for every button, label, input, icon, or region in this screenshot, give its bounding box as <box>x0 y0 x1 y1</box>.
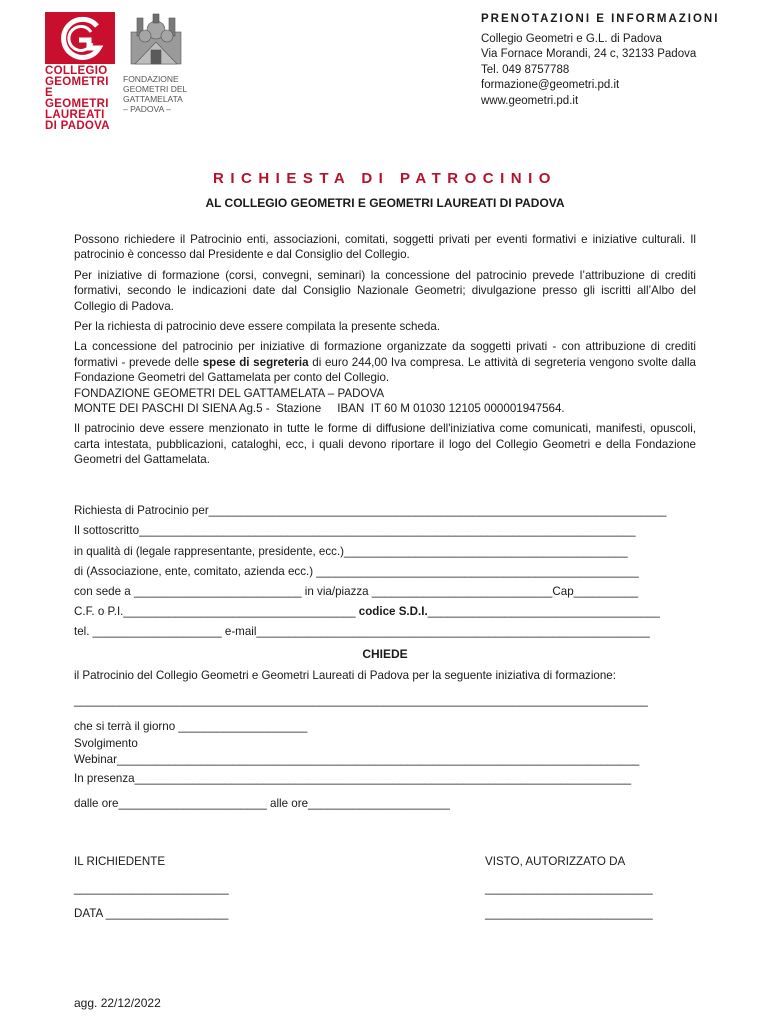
authorized-by-label: VISTO, AUTORIZZATO DA <box>485 855 626 868</box>
collegio-line: E GEOMETRI <box>45 87 109 110</box>
field-request-for[interactable]: Richiesta di Patrocinio per_______________________________________________________________________ <box>74 504 667 517</box>
mode-label: Svolgimento <box>74 737 138 750</box>
collegio-line: LAUREATI <box>45 109 105 121</box>
basilica-icon <box>131 14 181 64</box>
fees-text-a: La concessione del patrocinio per iniziative di formazione organizzate da soggetti privati - con attribuzione di crediti formativi - prevede delle <box>74 340 696 369</box>
field-undersigned[interactable]: Il sottoscritto_____________________________________________________________________________ <box>74 524 636 537</box>
document-title: RICHIESTA DI PATROCINIO <box>213 170 557 187</box>
paragraph-mention: Il patrocinio deve essere menzionato in tutte le forme di diffusione dell'iniziativa come comunicati, manifesti, opuscoli, carta intestata, pubblicazioni, cataloghi, ecc, i quali devono riportare il logo del Collegio Geometri e della Fondazione Geometri del Gattamelata. <box>74 422 696 467</box>
contact-email: formazione@geometri.pd.it <box>481 79 620 91</box>
contact-phone: Tel. 049 8757788 <box>481 63 570 76</box>
fondazione-line: – PADOVA – <box>123 104 171 114</box>
collegio-line: DI PADOVA <box>45 120 110 132</box>
field-time[interactable]: dalle ore_______________________ alle ore______________________ <box>74 797 450 810</box>
fees-bold: spese di segreteria <box>202 355 309 369</box>
contact-heading: PRENOTAZIONI E INFORMAZIONI <box>481 13 720 25</box>
field-in-person[interactable]: In presenza_____________________________________________________________________________ <box>74 772 632 785</box>
header-logo <box>45 12 191 132</box>
chiede-heading: CHIEDE <box>362 647 408 661</box>
applicant-signature-line[interactable]: ________________________ <box>74 882 229 895</box>
fondazione-line: FONDAZIONE <box>123 74 179 84</box>
contact-address: Via Fornace Morandi, 24 c, 32133 Padova <box>481 48 697 60</box>
field-webinar[interactable]: Webinar_________________________________________________________________________________ <box>74 753 640 766</box>
applicant-label: IL RICHIEDENTE <box>74 855 166 868</box>
contact-org: Collegio Geometri e G.L. di Padova <box>481 32 662 45</box>
field-date[interactable]: che si terrà il giorno ____________________ <box>74 720 308 733</box>
tax-code-label: C.F. o P.I.____________________________________ <box>74 605 359 618</box>
footer-updated: agg. 22/12/2022 <box>74 996 161 1010</box>
collegio-line: GEOMETRI <box>45 76 109 88</box>
collegio-line: COLLEGIO <box>45 65 108 77</box>
collegio-wordmark <box>45 66 117 132</box>
authorized-signature-line[interactable]: __________________________ <box>485 882 653 895</box>
field-tax-code[interactable] <box>74 605 660 618</box>
paragraph-credits: Per iniziative di formazione (corsi, convegni, seminari) la concessione del patrocinio prevede l’attribuzione di crediti formativi, secondo le indicazioni date dal Consiglio Nazionale Geometri; divulgazione presso gli iscritti all’Albo del Collegio di Padova. <box>74 268 696 313</box>
date-field[interactable]: DATA ___________________ <box>74 907 229 920</box>
bank-iban: MONTE DEI PASCHI DI SIENA Ag.5 - Stazione IBAN IT 60 M 01030 12105 000001947564. <box>74 402 565 416</box>
request-statement: il Patrocinio del Collegio Geometri e Geometri Laureati di Padova per la seguente iniziativa di formazione: <box>74 669 616 682</box>
fondazione-line: GATTAMELATA <box>123 94 183 104</box>
contact-website: www.geometri.pd.it <box>481 94 579 107</box>
fondazione-line: GEOMETRI DEL <box>123 84 188 94</box>
paragraph-eligibility: Possono richiedere il Patrocinio enti, associazioni, comitati, soggetti privati per eventi formativi e iniziative culturali. Il patrocinio è concesso dal Presidente e dal Consiglio del Collegio. <box>74 233 696 262</box>
field-address[interactable]: con sede a __________________________ in via/piazza ____________________________Cap__________ <box>74 585 639 598</box>
field-phone-email[interactable]: tel. ____________________ e-mail_____________________________________________________________ <box>74 625 650 638</box>
field-role[interactable]: in qualità di (legale rappresentante, presidente, ecc.)____________________________________________ <box>74 545 628 558</box>
fondazione-wordmark <box>123 74 193 114</box>
authorized-second-line[interactable]: __________________________ <box>485 907 653 920</box>
paragraph-fees <box>74 339 696 385</box>
sdi-label: codice S.D.I. <box>358 605 428 618</box>
sdi-line: ____________________________________ <box>427 605 660 618</box>
field-initiative[interactable]: _________________________________________________________________________________________ <box>74 694 648 707</box>
contact-block <box>481 12 761 109</box>
bank-name: FONDAZIONE GEOMETRI DEL GATTAMELATA – PADOVA <box>74 386 385 400</box>
paragraph-form-required: Per la richiesta di patrocinio deve essere compilata la presente scheda. <box>74 320 441 334</box>
fees-text-b: di euro 244,00 Iva compresa. Le attività di segreteria vengono svolte dalla Fondazione Geometri del Gattamelata per conto del Collegio. <box>74 355 696 385</box>
body-text <box>74 232 696 473</box>
field-organization[interactable]: di (Associazione, ente, comitato, azienda ecc.) __________________________________________________ <box>74 565 639 578</box>
document-subtitle: AL COLLEGIO GEOMETRI E GEOMETRI LAUREATI DI PADOVA <box>205 196 565 210</box>
